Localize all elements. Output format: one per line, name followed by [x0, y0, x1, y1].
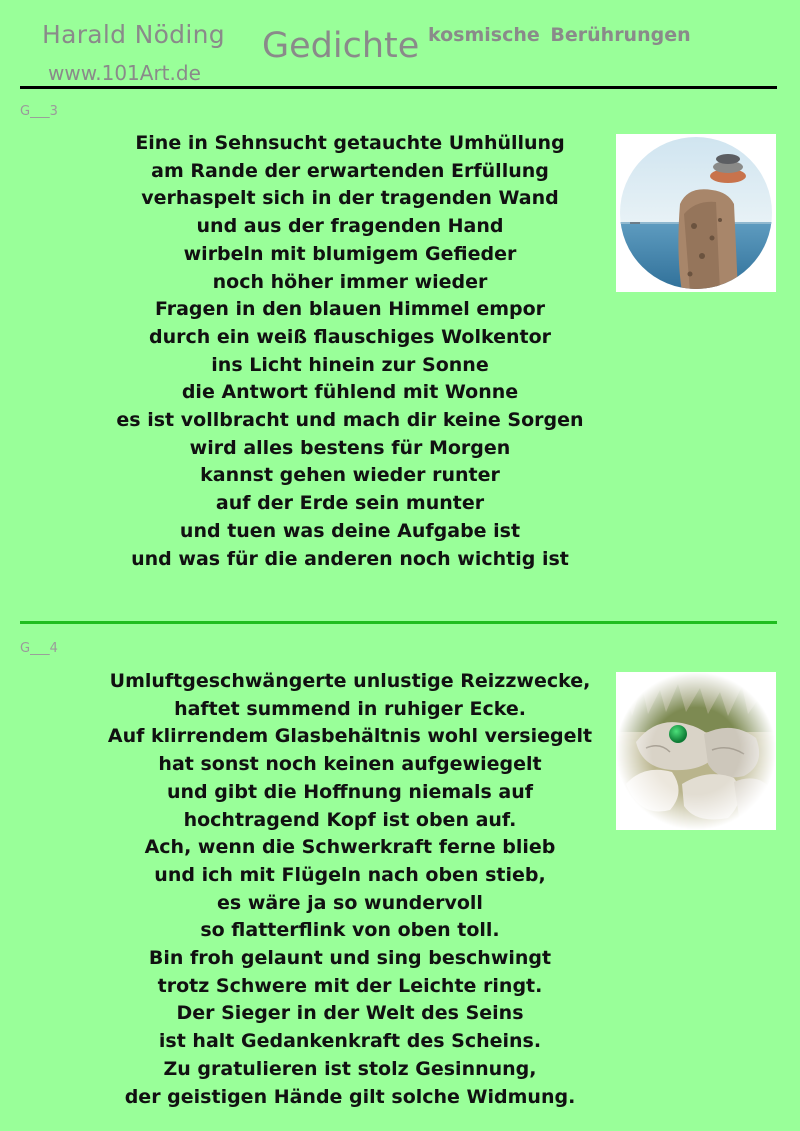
poem-line: Umluftgeschwängerte unlustige Reizzwecke, — [109, 670, 591, 692]
poem-line: so flatterflink von oben toll. — [200, 919, 500, 942]
poem-line: Auf klirrendem Glasbehältnis wohl versiegelt — [107, 725, 593, 748]
poem-separator — [20, 621, 777, 624]
poem-line: der geistigen Hände gilt solche Widmung. — [124, 1085, 576, 1108]
author-name: Harald Nöding — [42, 20, 225, 49]
poem-line: Ach, wenn die Schwerkraft ferne blieb — [144, 836, 556, 859]
poem-line: auf der Erde sein munter — [215, 492, 485, 515]
poem-line: am Rande der erwartenden Erfüllung — [151, 159, 549, 182]
poem-line: und was für die anderen noch wichtig ist — [131, 547, 569, 570]
poem-line: hochtragend Kopf ist oben auf. — [183, 808, 517, 831]
website-link[interactable]: www.101Art.de — [48, 61, 201, 85]
poem-line: Fragen in den blauen Himmel empor — [154, 298, 546, 321]
poem-line: ist halt Gedankenkraft des Scheins. — [158, 1030, 542, 1053]
poem-line: und ich mit Flügeln nach oben stieb, — [154, 863, 546, 886]
poem-line: Zu gratulieren ist stolz Gesinnung, — [163, 1057, 537, 1080]
poem-line: hat sonst noch keinen aufgewiegelt — [158, 753, 542, 776]
poem-text — [100, 130, 600, 573]
poem-id: G___3 — [20, 104, 58, 119]
poem-line: verhaspelt sich in der tragenden Wand — [141, 187, 559, 210]
poem-line: es wäre ja so wundervoll — [217, 891, 483, 914]
poem-line: Eine in Sehnsucht getauchte Umhüllung — [135, 132, 565, 154]
poem-line: durch ein weiß flauschiges Wolkentor — [148, 325, 551, 348]
poem-id: G___4 — [20, 641, 58, 656]
header-divider — [20, 86, 777, 89]
poem-line: trotz Schwere mit der Leichte ringt. — [157, 974, 543, 997]
stone-sculpture-by-sea-photo — [616, 134, 776, 292]
poem-line: Der Sieger in der Welt des Seins — [176, 1002, 524, 1025]
poem-line: ins Licht hinein zur Sonne — [211, 353, 489, 376]
poem-line: wirbeln mit blumigem Gefieder — [183, 242, 517, 265]
poem-text — [100, 668, 600, 1111]
stones-with-green-ball-photo — [616, 672, 776, 830]
poem-line: wird alles bestens für Morgen — [189, 436, 511, 459]
poem-line: noch höher immer wieder — [212, 270, 488, 293]
poem-line: und tuen was deine Aufgabe ist — [179, 519, 521, 542]
page-title: Gedichte — [262, 26, 420, 66]
poem-line: haftet summend in ruhiger Ecke. — [174, 697, 526, 720]
page-subtitle: kosmische Berührungen — [428, 24, 691, 46]
poem-line: und aus der fragenden Hand — [196, 215, 504, 238]
poem-line: und gibt die Hoffnung niemals auf — [166, 780, 534, 803]
poem-line: kannst gehen wieder runter — [200, 464, 500, 487]
poem-line: Bin froh gelaunt und sing beschwingt — [148, 947, 552, 970]
poem-line: es ist vollbracht und mach dir keine Sorgen — [116, 409, 584, 432]
poem-line: die Antwort fühlend mit Wonne — [181, 381, 519, 404]
